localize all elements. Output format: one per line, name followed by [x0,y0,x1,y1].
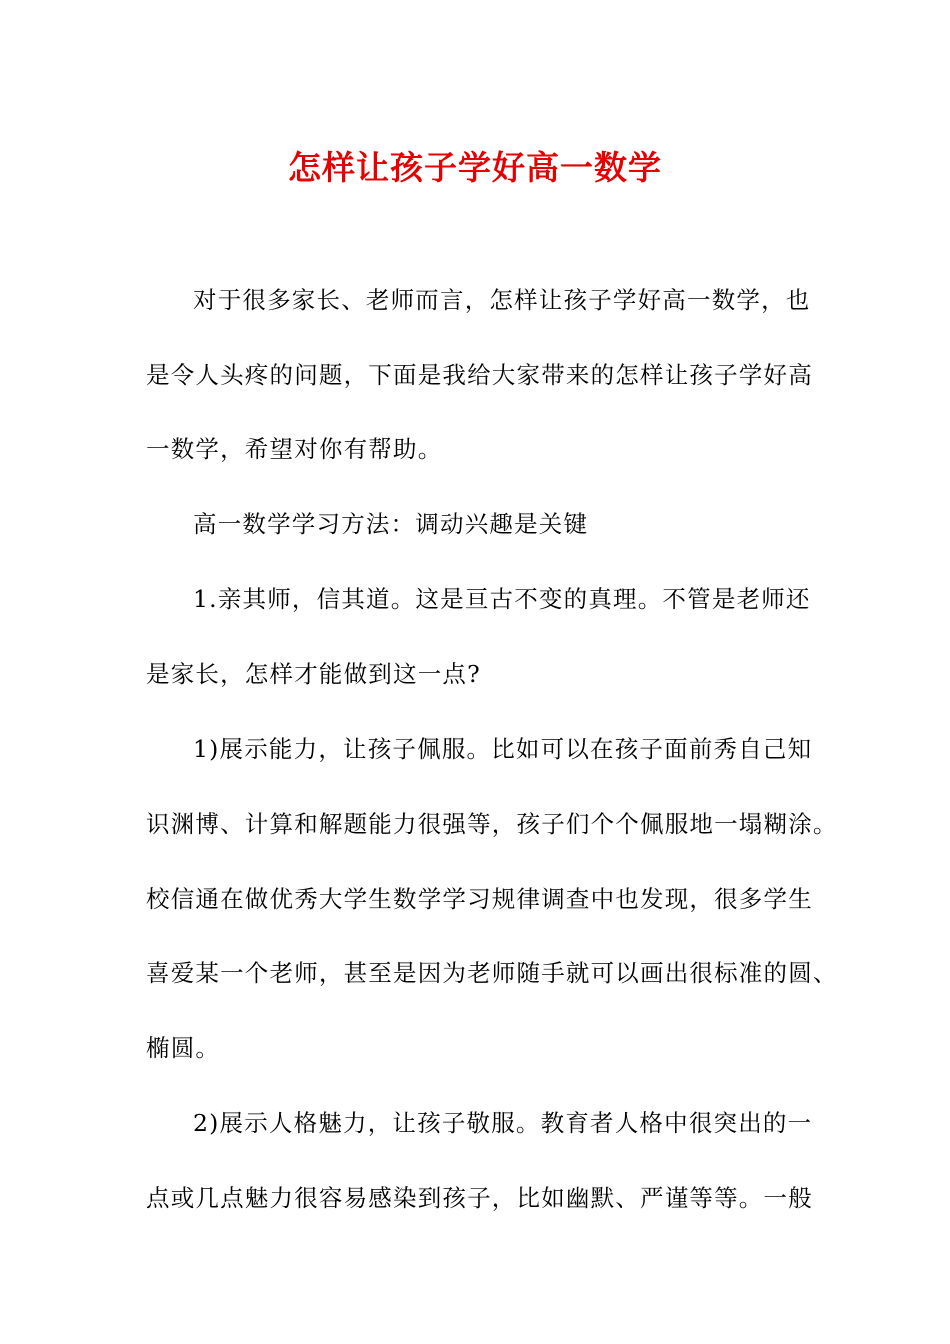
paragraph-line: 喜爱某一个老师，甚至是因为老师随手就可以画出很标准的圆、 [146,959,838,987]
paragraph-line: 椭圆。 [146,1034,221,1062]
paragraph-line: 对于很多家长、老师而言，怎样让孩子学好高一数学，也 [193,286,811,314]
paragraph-line: 2)展示人格魅力，让孩子敬服。教育者人格中很突出的一 [193,1109,813,1137]
paragraph-line: 一数学，希望对你有帮助。 [146,435,443,463]
paragraph-line: 点或几点魅力很容易感染到孩子，比如幽默、严谨等等。一般 [146,1184,813,1212]
paragraph-line: 是令人头疼的问题，下面是我给大家带来的怎样让孩子学好高 [146,361,813,389]
paragraph-line: 识渊博、计算和解题能力很强等，孩子们个个佩服地一塌糊涂。 [146,810,838,838]
section-heading: 高一数学学习方法：调动兴趣是关键 [193,510,589,538]
paragraph-line: 是家长，怎样才能做到这一点? [146,660,481,688]
document-title: 怎样让孩子学好高一数学 [288,148,662,187]
paragraph-line: 1)展示能力，让孩子佩服。比如可以在孩子面前秀自己知 [193,735,813,763]
paragraph-line: 校信通在做优秀大学生数学学习规律调查中也发现，很多学生 [146,885,813,913]
paragraph-line: 1.亲其师，信其道。这是亘古不变的真理。不管是老师还 [193,585,811,613]
